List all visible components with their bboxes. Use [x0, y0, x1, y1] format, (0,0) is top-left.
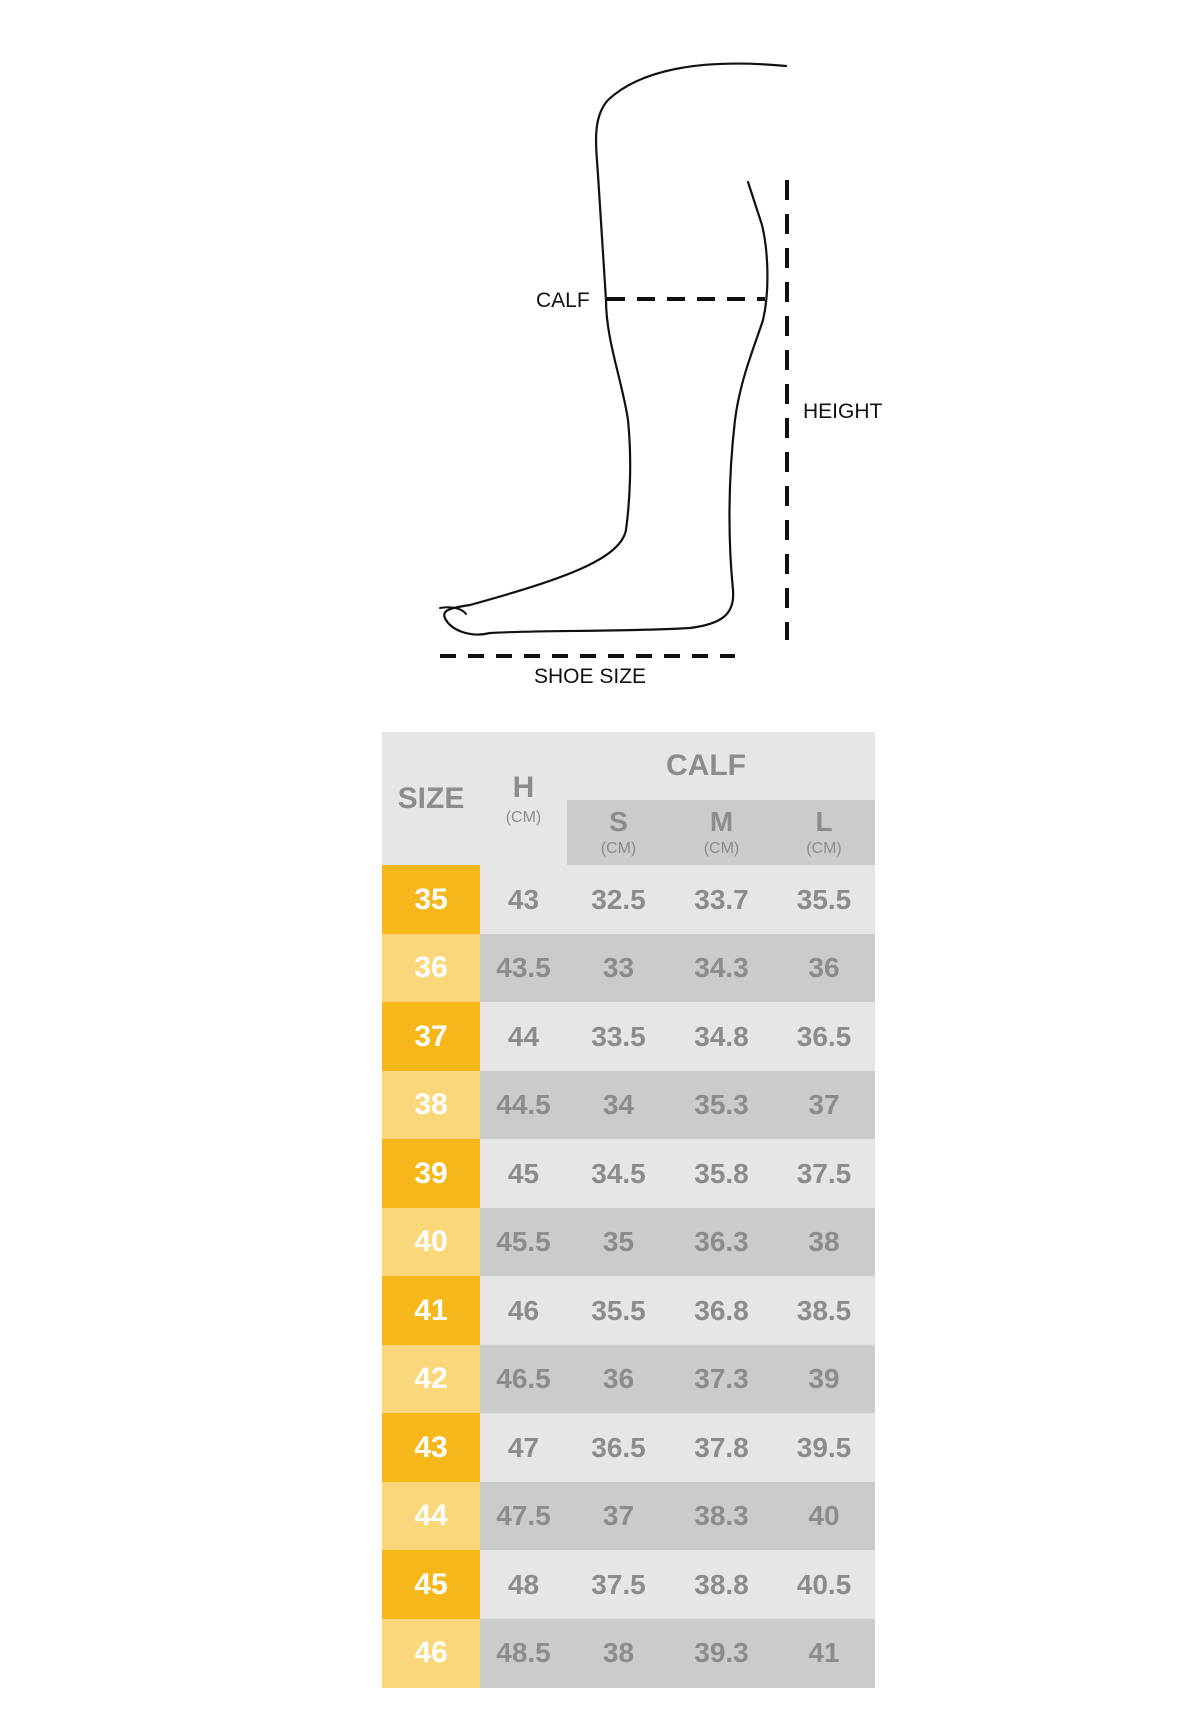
size-cell: 43	[382, 1413, 480, 1482]
calf-s-cell: 35	[567, 1208, 670, 1277]
calf-m-cell: 38.3	[670, 1482, 773, 1551]
size-cell: 36	[382, 934, 480, 1003]
calf-s-cell: 35.5	[567, 1276, 670, 1345]
calf-s-cell: 34.5	[567, 1139, 670, 1208]
calf-s-cell: 37	[567, 1482, 670, 1551]
height-cell: 45.5	[480, 1208, 567, 1277]
calf-l-cell: 38.5	[773, 1276, 875, 1345]
calf-m-cell: 33.7	[670, 865, 773, 934]
h-header-unit: (CM)	[505, 808, 542, 826]
size-cell: 42	[382, 1345, 480, 1414]
calf-col-s-unit: (CM)	[600, 839, 637, 857]
calf-l-cell: 37	[773, 1071, 875, 1140]
calf-s-cell: 37.5	[567, 1550, 670, 1619]
size-cell: 35	[382, 865, 480, 934]
calf-label: CALF	[536, 289, 590, 312]
calf-header: CALF	[567, 732, 875, 800]
calf-l-cell: 37.5	[773, 1139, 875, 1208]
height-cell: 45	[480, 1139, 567, 1208]
calf-m-cell: 36.8	[670, 1276, 773, 1345]
size-cell: 45	[382, 1550, 480, 1619]
size-cell: 46	[382, 1619, 480, 1688]
calf-m-cell: 39.3	[670, 1619, 773, 1688]
height-cell: 47	[480, 1413, 567, 1482]
size-cell: 41	[382, 1276, 480, 1345]
height-cell: 48	[480, 1550, 567, 1619]
size-cell: 38	[382, 1071, 480, 1140]
calf-l-cell: 40	[773, 1482, 875, 1551]
calf-l-cell: 41	[773, 1619, 875, 1688]
calf-l-cell: 36	[773, 934, 875, 1003]
calf-col-m-unit: (CM)	[703, 839, 740, 857]
height-label: HEIGHT	[803, 400, 883, 423]
height-cell: 44.5	[480, 1071, 567, 1140]
calf-m-cell: 34.8	[670, 1002, 773, 1071]
height-cell: 46.5	[480, 1345, 567, 1414]
leg-outline	[444, 64, 786, 635]
calf-s-cell: 38	[567, 1619, 670, 1688]
size-header: SIZE	[382, 732, 480, 865]
leg-measurement-diagram	[0, 0, 1193, 700]
calf-m-cell: 38.8	[670, 1550, 773, 1619]
calf-m-cell: 35.8	[670, 1139, 773, 1208]
calf-s-cell: 36.5	[567, 1413, 670, 1482]
height-cell: 46	[480, 1276, 567, 1345]
height-cell: 47.5	[480, 1482, 567, 1551]
height-cell: 48.5	[480, 1619, 567, 1688]
size-cell: 37	[382, 1002, 480, 1071]
calf-l-cell: 36.5	[773, 1002, 875, 1071]
calf-m-cell: 34.3	[670, 934, 773, 1003]
size-chart-table	[382, 728, 875, 1682]
calf-m-cell: 36.3	[670, 1208, 773, 1277]
calf-col-m-label: M	[709, 805, 734, 837]
h-header-label: H	[512, 770, 535, 804]
height-cell: 44	[480, 1002, 567, 1071]
calf-s-cell: 32.5	[567, 865, 670, 934]
size-cell: 40	[382, 1208, 480, 1277]
calf-col-l-unit: (CM)	[806, 839, 842, 857]
calf-s-cell: 33	[567, 934, 670, 1003]
height-cell: 43.5	[480, 934, 567, 1003]
calf-l-cell: 40.5	[773, 1550, 875, 1619]
calf-l-cell: 35.5	[773, 865, 875, 934]
height-cell: 43	[480, 865, 567, 934]
calf-l-cell: 39	[773, 1345, 875, 1414]
shoe-size-label: SHOE SIZE	[534, 665, 647, 688]
calf-s-cell: 33.5	[567, 1002, 670, 1071]
calf-s-cell: 34	[567, 1071, 670, 1140]
calf-l-cell: 39.5	[773, 1413, 875, 1482]
size-cell: 44	[382, 1482, 480, 1551]
calf-col-s	[567, 800, 670, 865]
calf-m-cell: 37.3	[670, 1345, 773, 1414]
calf-l-cell: 38	[773, 1208, 875, 1277]
calf-col-s-label: S	[609, 805, 628, 837]
calf-s-cell: 36	[567, 1345, 670, 1414]
h-header	[480, 732, 567, 865]
calf-m-cell: 35.3	[670, 1071, 773, 1140]
size-cell: 39	[382, 1139, 480, 1208]
calf-col-l-label: L	[815, 805, 833, 837]
calf-col-m	[670, 800, 773, 865]
calf-col-l	[773, 800, 875, 865]
calf-m-cell: 37.8	[670, 1413, 773, 1482]
